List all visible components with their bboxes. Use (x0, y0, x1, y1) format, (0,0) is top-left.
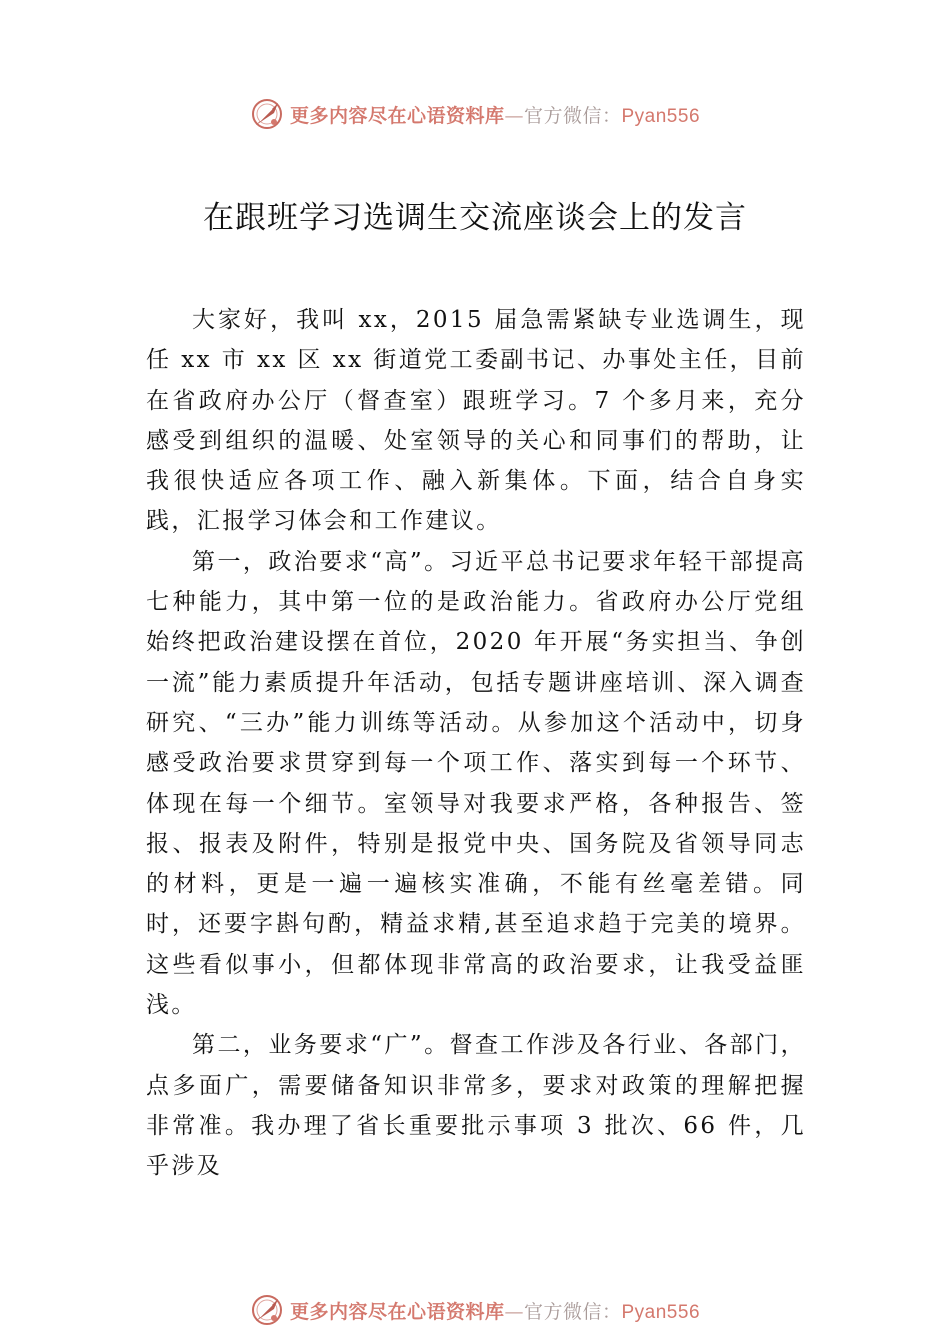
document-body (146, 300, 806, 1187)
banner-source-text: 更多内容尽在心语资料库 (289, 104, 505, 127)
banner-wechat-label: 官方微信： (523, 1300, 622, 1323)
banner-text (290, 101, 700, 128)
banner-wechat-id: Pyan556 (621, 105, 701, 127)
document-title: 在跟班学习选调生交流座谈会上的发言 (203, 200, 747, 236)
banner-wechat-label: 官方微信： (523, 104, 622, 127)
paragraph-intro: 大家好，我叫 xx，2015 届急需紧缺专业选调生，现任 xx 市 xx 区 xx 街道党工委副书记、办事处主任，目前在省政府办公厅（督查室）跟班学习。7 个多月来，充分感受到组织的温暖、处室领导的关心和同事们的帮助，让我很快适应各项工作、融入新集体。下面，结合自身实践，汇报学习体会和工作建议。 (146, 307, 806, 535)
quill-pen-seal-icon (250, 97, 284, 131)
banner-dash: — (504, 104, 524, 127)
header-banner (0, 94, 950, 134)
paragraph-business-requirements: 第二，业务要求“广”。督查工作涉及各行业、各部门，点多面广，需要储备知识非常多，要求对政策的理解把握非常准。我办理了省长重要批示事项 3 批次、66 件，几乎涉及 (146, 1032, 806, 1180)
quill-pen-seal-icon (250, 1293, 284, 1327)
banner-dash: — (504, 1300, 524, 1323)
paragraph-political-requirements: 第一，政治要求“高”。习近平总书记要求年轻干部提高七种能力，其中第一位的是政治能力。省政府办公厅党组始终把政治建设摆在首位，2020 年开展“务实担当、争创一流”能力素质提升年活动，包括专题讲座培训、深入调查研究、“三办”能力训练等活动。从参加这个活动中，切身感受政治要求贯穿到每一个项工作、落实到每一个环节、体现在每一个细节。室领导对我要求严格，各种报告、签报、报表及附件，特别是报党中央、国务院及省领导同志的材料，更是一遍一遍核实准确，不能有丝毫差错。同时，还要字斟句酌，精益求精,甚至追求趋于完美的境界。这些看似事小，但都体现非常高的政治要求，让我受益匪浅。 (146, 548, 806, 1019)
banner-text (290, 1297, 700, 1324)
banner-wechat-id: Pyan556 (621, 1301, 701, 1323)
banner-source-text: 更多内容尽在心语资料库 (289, 1300, 505, 1323)
footer-banner (0, 1290, 950, 1330)
